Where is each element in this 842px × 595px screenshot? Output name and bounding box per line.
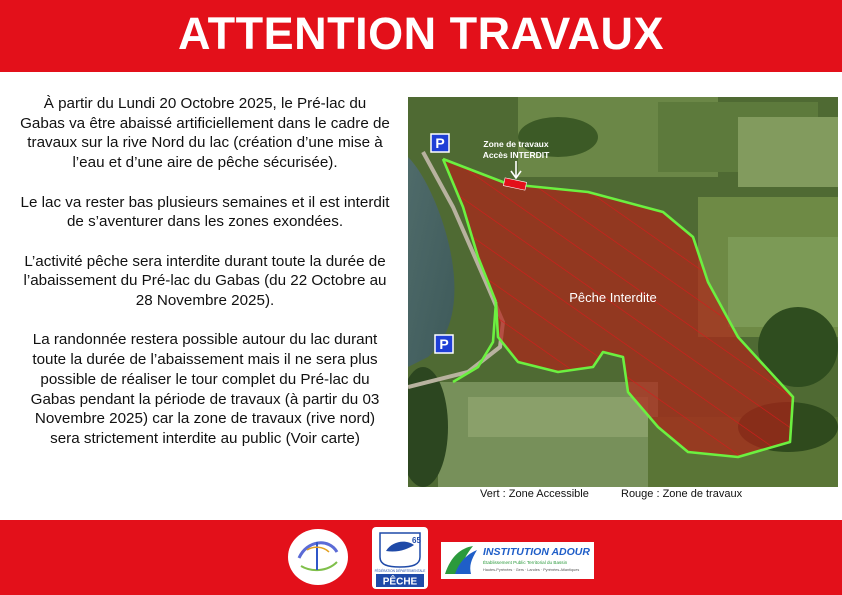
svg-text:P: P: [435, 135, 445, 151]
paragraph-fishing-ban: L’activité pêche sera interdite durant toute la durée de l’abaissement du Pré-lac du Gabas (du 22 Octobre au 28 Novembre 2025).: [23, 252, 387, 309]
peche-federation-logo: [372, 527, 428, 589]
partner-logo: [287, 528, 349, 586]
paragraph-hiking: La randonnée restera possible autour du lac durant toute la durée de l’abaissement mais il ne sera plus possible de réaliser le tour complet du Pré-lac du Gabas pendant la période de travaux (à partir du 03 Novembre 2025) car la zone de travaux (rive nord) sera strictement interdite au public (Voir carte): [30, 331, 380, 447]
legend-red: Rouge : Zone de travaux: [621, 488, 743, 500]
works-label-1: Zone de travaux: [483, 139, 549, 149]
adour-subtitle: Établissement Public Territorial du Bassin: [483, 560, 568, 565]
parking-icon-south: [435, 335, 453, 353]
footer-banner: [0, 520, 842, 595]
fish-icon: [372, 527, 428, 589]
map-field: [738, 117, 838, 187]
notice-text: [20, 94, 390, 468]
paragraph-stay-low: Le lac va rester bas plusieurs semaines et il est interdit de s’aventurer dans les zones exondées.: [20, 193, 390, 231]
svg-text:FÉDÉRATION DÉPARTEMENTALE: FÉDÉRATION DÉPARTEMENTALE: [374, 569, 426, 573]
institution-adour-logo: [441, 542, 594, 579]
adour-tagline: Hautes-Pyrénées · Gers · Landes · Pyrénées-Atlantiques: [483, 568, 580, 572]
no-fishing-label: Pêche Interdite: [569, 290, 657, 305]
svg-text:PÊCHE: PÊCHE: [382, 576, 418, 588]
page-title: ATTENTION TRAVAUX: [178, 8, 664, 59]
svg-text:65: 65: [412, 536, 421, 545]
adour-title: INSTITUTION ADOUR: [483, 546, 590, 558]
aerial-map: [408, 97, 838, 487]
works-label-2: Accès INTERDIT: [482, 150, 550, 160]
svg-text:P: P: [439, 336, 449, 352]
paragraph-lowering: À partir du Lundi 20 Octobre 2025, le Pré-lac du Gabas va être abaissé artificiellement dans le cadre de travaux sur la rive Nord du lac (création d’une mise à l’eau et d’une aire de pêche sécurisée).: [20, 95, 390, 172]
legend-green: Vert : Zone Accessible: [480, 488, 589, 500]
parking-icon-north: [431, 134, 449, 152]
header-banner: [0, 0, 842, 72]
map-field: [468, 397, 648, 437]
